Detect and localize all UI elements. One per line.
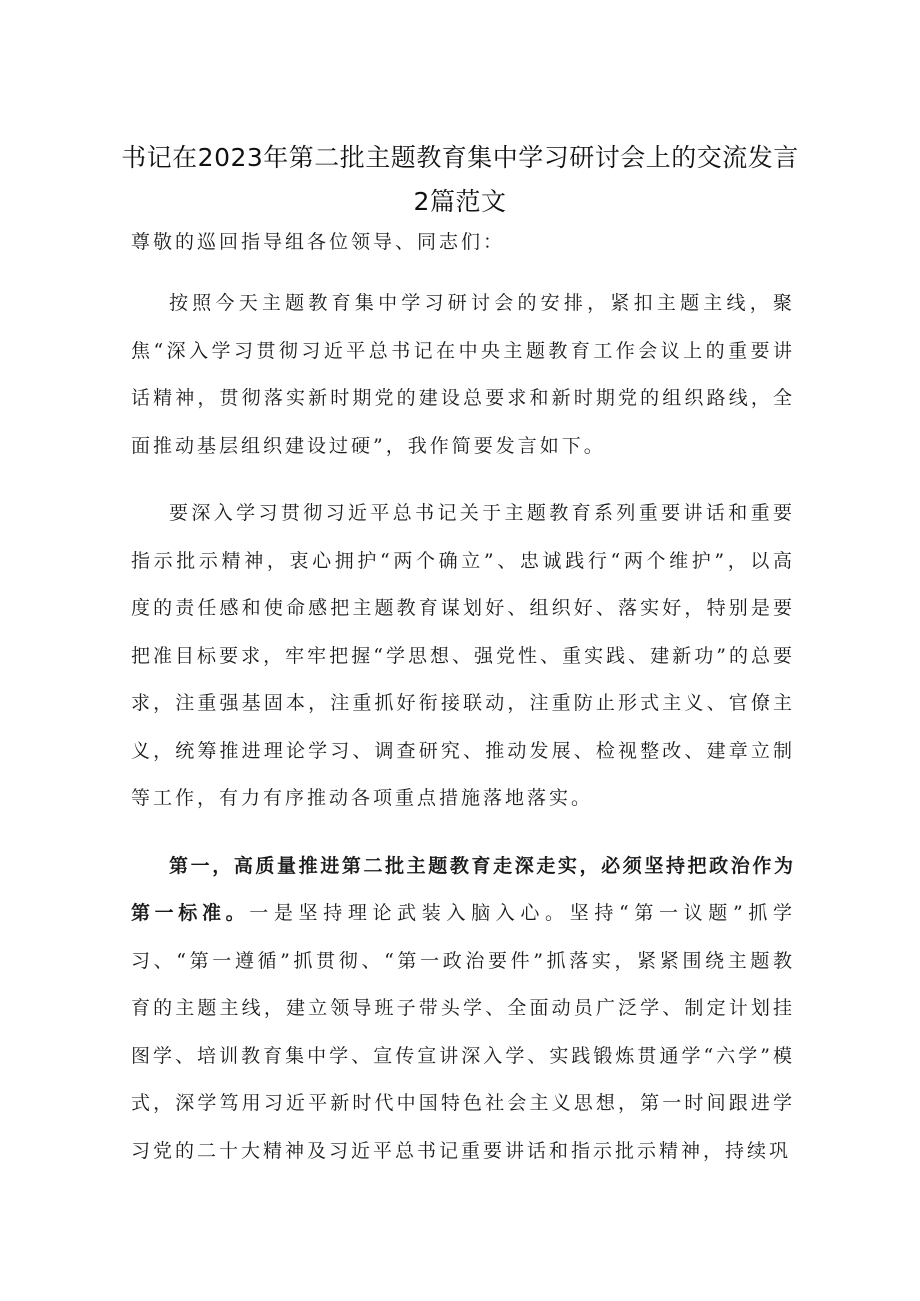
paragraph-lead-heading: 第一，高质量推进第二批主题教育走深走实，必须坚持把政治作为第一标准。 — [131, 854, 795, 924]
document-body — [131, 218, 795, 1195]
paragraph-text: 按照今天主题教育集中学习研讨会的安排，紧扣主题主线，聚焦“深入学习贯彻习近平总书记在中央主题教育工作会议上的重要讲话精神，贯彻落实新时期党的建设总要求和新时期党的组织路线，全面推动基层组织建设过硬”，我作简要发言如下。 — [131, 292, 795, 457]
paragraph-requirements — [131, 490, 795, 823]
paragraph-text: 要深入学习贯彻习近平总书记关于主题教育系列重要讲话和重要指示批示精神，衷心拥护“两个确立”、忠诚践行“两个维护”，以高度的责任感和使命感把主题教育谋划好、组织好、落实好，特别是要把准目标要求，牢牢把握“学思想、强党性、重实践、建新功”的总要求，注重强基固本，注重抓好衔接联动，注重防止形式主义、官僚主义，统筹推进理论学习、调查研究、推动发展、检视整改、建章立制等工作，有力有序推动各项重点措施落地落实。 — [131, 502, 795, 809]
paragraph-text: 一是坚持理论武装入脑入心。坚持“第一议题”抓学习、“第一遵循”抓贯彻、“第一政治要件”抓落实，紧紧围绕主题教育的主题主线，建立领导班子带头学、全面动员广泛学、制定计划挂图学、培训教育集中学、宣传宣讲深入学、实践锻炼贯通学“六学”模式，深学笃用习近平新时代中国特色社会主义思想，第一时间跟进学习党的二十大精神及习近平总书记重要讲话和指示批示精神，持续巩 — [131, 902, 795, 1162]
paragraph-first-point — [131, 843, 795, 1176]
salutation: 尊敬的巡回指导组各位领导、同志们： — [131, 231, 506, 253]
document-title: 书记在2023年第二批主题教育集中学习研讨会上的交流发言2篇范文 — [121, 143, 799, 216]
paragraph-intro — [131, 280, 795, 470]
